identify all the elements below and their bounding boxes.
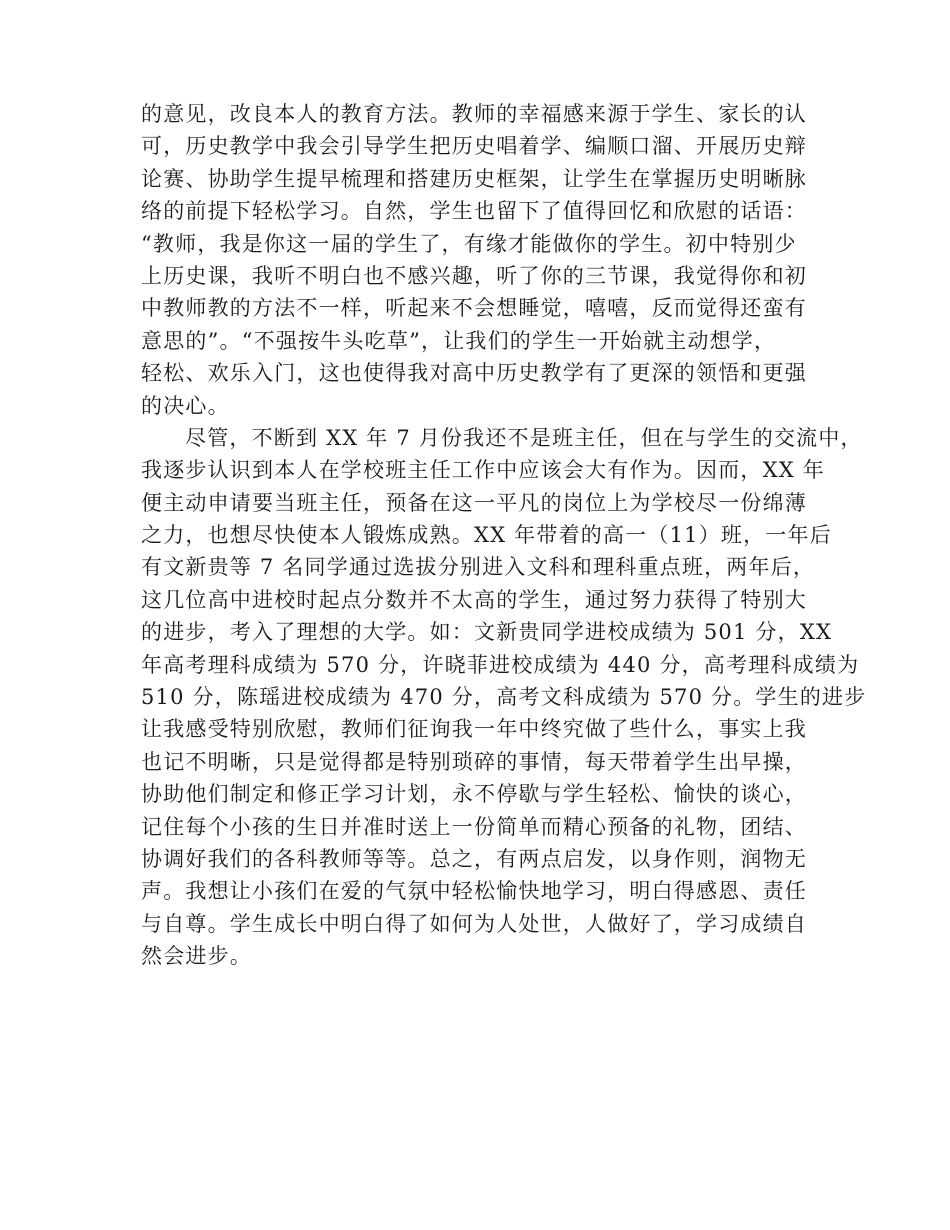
text-line: 510 分，陈瑶进校成绩为 470 分，高考文科成绩为 570 分。学生的进步 bbox=[141, 685, 867, 710]
text-line: 记住每个小孩的生日并准时送上一份简单而精心预备的礼物，团结、 bbox=[141, 814, 807, 839]
paragraph-2 bbox=[141, 422, 867, 973]
text-line: 络的前提下轻松学习。自然，学生也留下了值得回忆和欣慰的话语： bbox=[141, 199, 807, 224]
text-line: 这几位高中进校时起点分数并不太高的学生，通过努力获得了特别大 bbox=[141, 587, 807, 612]
paragraph-1 bbox=[141, 98, 817, 422]
text-line: 我逐步认识到本人在学校班主任工作中应该会大有作为。因而，XX 年 bbox=[141, 458, 825, 483]
text-line: 年高考理科成绩为 570 分，许晓菲进校成绩为 440 分，高考理科成绩为 bbox=[141, 652, 860, 677]
text-line: 中教师教的方法不一样，听起来不会想睡觉，嘻嘻，反而觉得还蛮有 bbox=[141, 296, 807, 321]
text-line: 轻松、欢乐入门，这也使得我对高中历史教学有了更深的领悟和更强 bbox=[141, 361, 807, 386]
text-line: 的进步，考入了理想的大学。如：文新贵同学进校成绩为 501 分，XX bbox=[141, 620, 833, 645]
text-line: 论赛、协助学生提早梳理和搭建历史框架，让学生在掌握历史明晰脉 bbox=[141, 166, 807, 191]
text-line: 的决心。 bbox=[141, 393, 230, 418]
text-line: 可，历史教学中我会引导学生把历史唱着学、编顺口溜、开展历史辩 bbox=[141, 134, 807, 159]
text-line: 便主动申请要当班主任，预备在这一平凡的岗位上为学校尽一份绵薄 bbox=[141, 490, 807, 515]
text-line: “教师，我是你这一届的学生了，有缘才能做你的学生。初中特别少 bbox=[141, 231, 797, 256]
text-line: 也记不明晰，只是觉得都是特别琐碎的事情，每天带着学生出早操， bbox=[141, 749, 807, 774]
document-page bbox=[141, 98, 867, 973]
text-line: 之力，也想尽快使本人锻炼成熟。XX 年带着的高一（11）班，一年后 bbox=[141, 523, 832, 548]
text-line: 协调好我们的各科教师等等。总之，有两点启发，以身作则，润物无 bbox=[141, 846, 807, 871]
text-line: 声。我想让小孩们在爱的气氛中轻松愉快地学习，明白得感恩、责任 bbox=[141, 879, 807, 904]
text-line: 的意见，改良本人的教育方法。教师的幸福感来源于学生、家长的认 bbox=[141, 102, 807, 126]
text-line: 上历史课，我听不明白也不感兴趣，听了你的三节课，我觉得你和初 bbox=[141, 263, 807, 288]
text-line: 与自尊。学生成长中明白得了如何为人处世，人做好了，学习成绩自 bbox=[141, 911, 807, 936]
text-line: 协助他们制定和修正学习计划，永不停歇与学生轻松、愉快的谈心， bbox=[141, 782, 807, 807]
text-line: 有文新贵等 7 名同学通过选拔分别进入文科和理科重点班，两年后， bbox=[141, 555, 816, 580]
text-line: 让我感受特别欣慰，教师们征询我一年中终究做了些什么，事实上我 bbox=[141, 717, 807, 742]
text-line: 尽管，不断到 XX 年 7 月份我还不是班主任，但在与学生的交流中， bbox=[185, 425, 863, 450]
text-line: 意思的”。“不强按牛头吃草”，让我们的学生一开始就主动想学， bbox=[141, 328, 777, 353]
text-line: 然会进步。 bbox=[141, 944, 252, 969]
